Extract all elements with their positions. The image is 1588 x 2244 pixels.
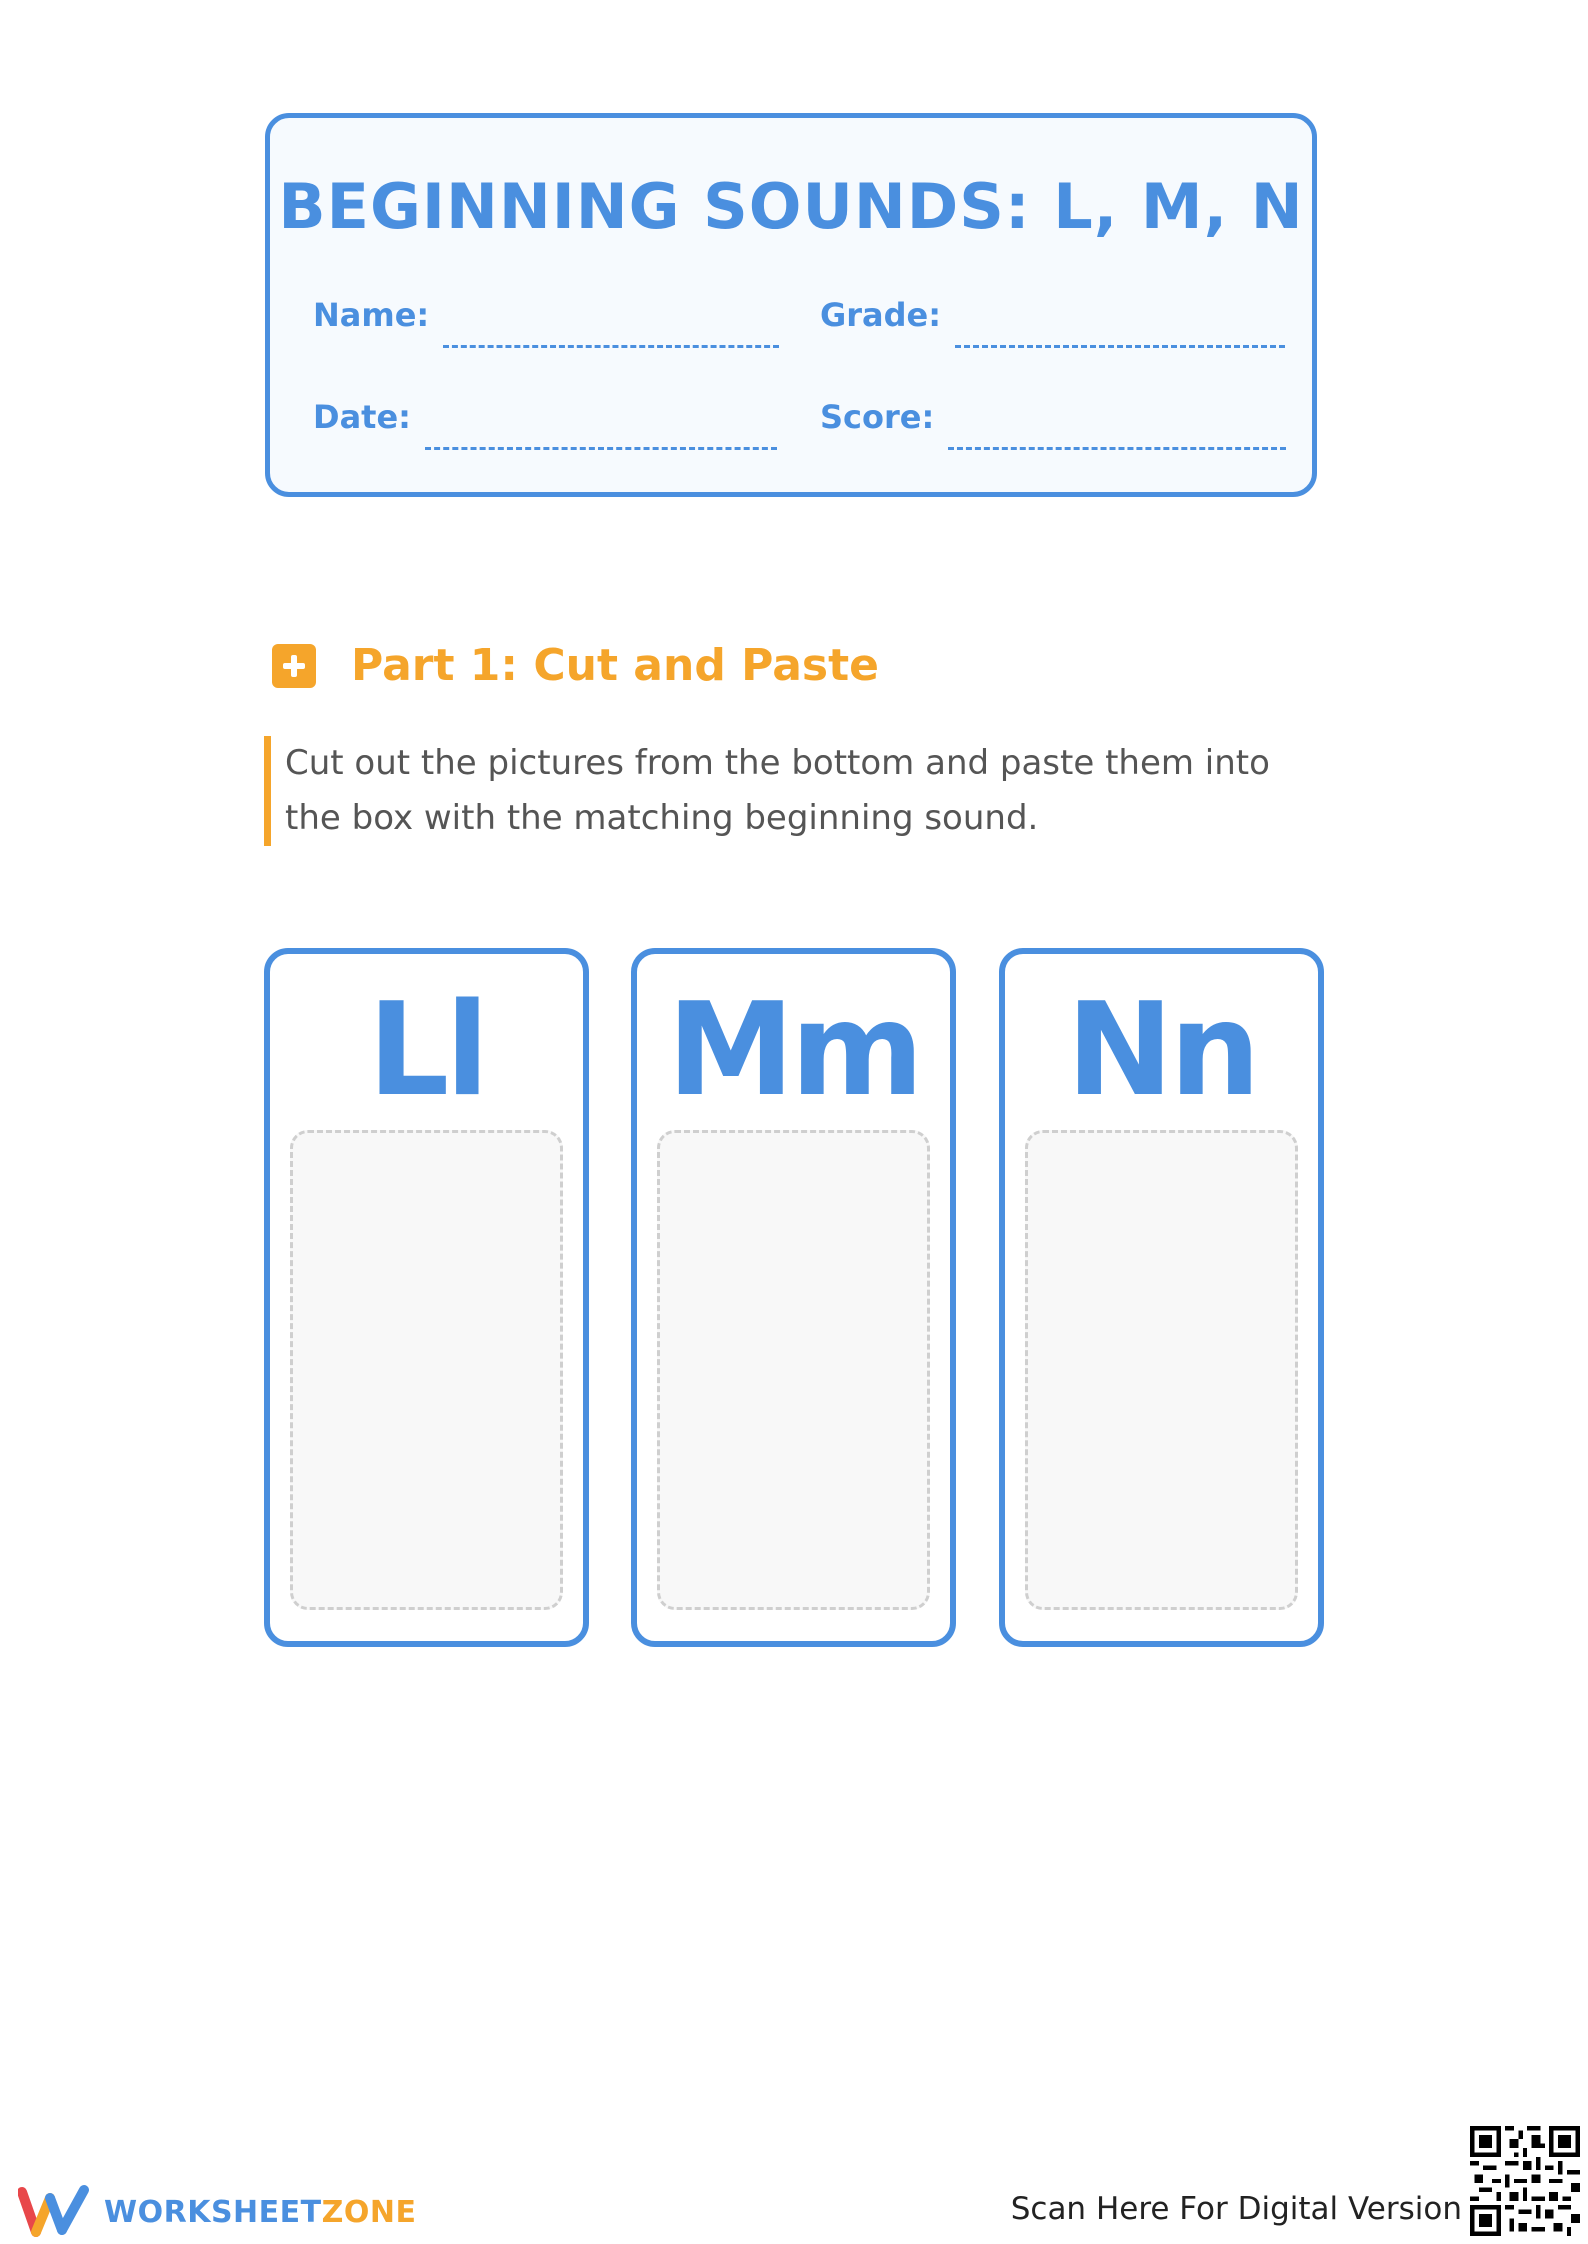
- name-label: Name:: [313, 296, 430, 334]
- part1-heading: [272, 640, 879, 691]
- logo-w-icon: [18, 2184, 92, 2240]
- letter-l: Ll: [367, 976, 486, 1125]
- scan-text: Scan Here For Digital Version: [1010, 2191, 1462, 2227]
- score-line[interactable]: [948, 447, 1286, 450]
- score-field[interactable]: [820, 398, 1286, 436]
- qr-code-icon[interactable]: [1470, 2126, 1580, 2236]
- date-label: Date:: [313, 398, 411, 436]
- grade-field[interactable]: [820, 296, 1285, 334]
- letter-m: Mm: [667, 976, 920, 1125]
- grade-label: Grade:: [820, 296, 942, 334]
- grade-line[interactable]: [955, 345, 1285, 348]
- worksheet-title: BEGINNING SOUNDS: L, M, N: [278, 170, 1304, 243]
- paste-box-l[interactable]: [290, 1130, 563, 1610]
- paste-box-m[interactable]: [657, 1130, 930, 1610]
- part1-title: Part 1: Cut and Paste: [351, 640, 879, 691]
- brand-part2: ZONE: [321, 2194, 417, 2230]
- plus-icon: [272, 644, 316, 688]
- letter-card-l: [264, 948, 589, 1647]
- date-field[interactable]: [313, 398, 777, 436]
- name-field[interactable]: [313, 296, 779, 334]
- date-line[interactable]: [425, 447, 777, 450]
- letter-n: Nn: [1066, 976, 1257, 1125]
- score-label: Score:: [820, 398, 935, 436]
- letter-card-n: [999, 948, 1324, 1647]
- name-line[interactable]: [443, 345, 779, 348]
- worksheetzone-logo[interactable]: [18, 2184, 416, 2240]
- header-card: [265, 113, 1317, 497]
- paste-box-n[interactable]: [1025, 1130, 1298, 1610]
- brand-part1: WORKSHEET: [104, 2194, 322, 2230]
- letter-card-m: [631, 948, 956, 1647]
- brand-name: [104, 2195, 416, 2230]
- instructions: Cut out the pictures from the bottom and paste them into the box with the matching beginning sound.: [264, 736, 1324, 846]
